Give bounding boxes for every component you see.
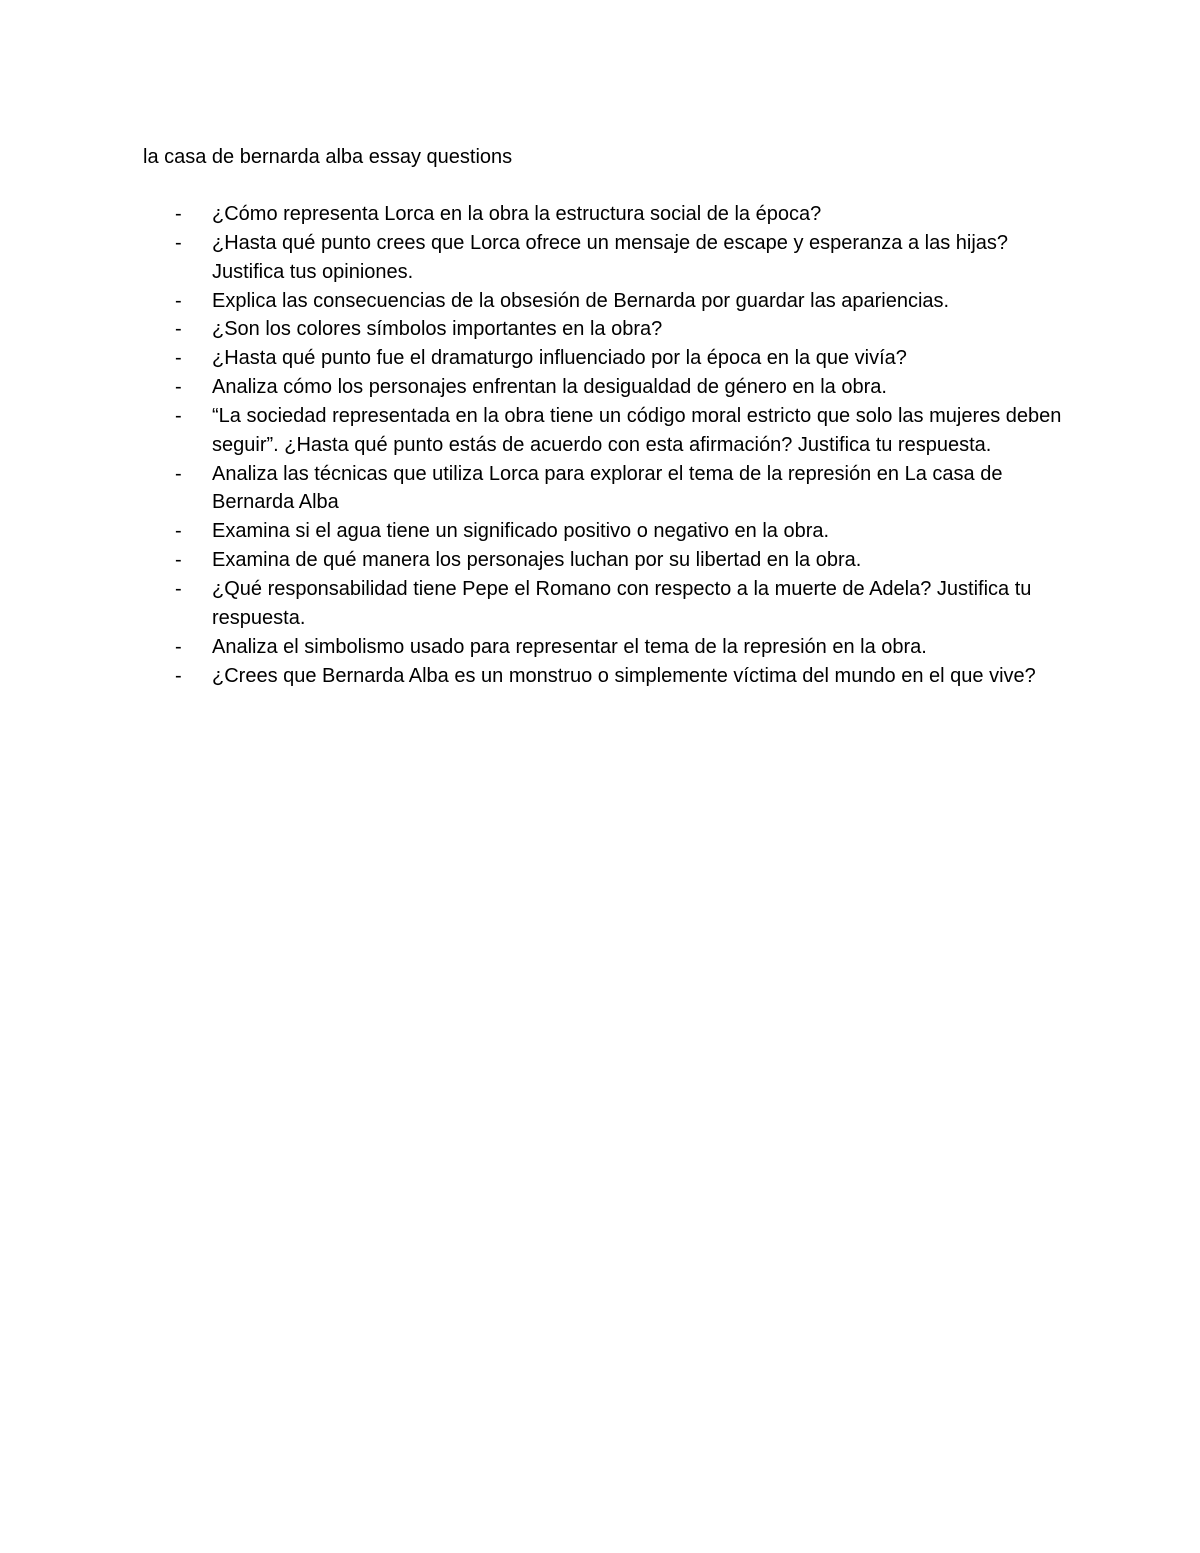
question-text: Analiza cómo los personajes enfrentan la desigualdad de género en la obra. [212,376,887,399]
question-item [143,633,1083,662]
question-item [143,662,1083,691]
question-item [143,229,1083,287]
question-text: ¿Hasta qué punto fue el dramaturgo influenciado por la época en la que vivía? [212,347,907,370]
dash-bullet: - [175,231,182,254]
question-text: “La sociedad representada en la obra tiene un código moral estricto que solo las mujeres deben seguir”. ¿Hasta qué punto estás de acuerdo con esta afirmación? Justifica tu respuesta. [212,404,1062,456]
dash-bullet: - [175,318,182,341]
dash-bullet: - [175,664,182,687]
question-text: ¿Crees que Bernarda Alba es un monstruo o simplemente víctima del mundo en el que vive? [212,664,1036,687]
question-item [143,460,1083,518]
question-list [143,200,1083,690]
question-text: Examina de qué manera los personajes luchan por su libertad en la obra. [212,549,862,572]
question-text: Analiza las técnicas que utiliza Lorca para explorar el tema de la represión en La casa de Bernarda Alba [212,462,1003,514]
question-item [143,546,1083,575]
question-text: ¿Hasta qué punto crees que Lorca ofrece un mensaje de escape y esperanza a las hijas? Justifica tus opiniones. [212,231,1009,283]
dash-bullet: - [175,347,182,370]
question-item [143,344,1083,373]
dash-bullet: - [175,289,182,312]
question-text: ¿Qué responsabilidad tiene Pepe el Romano con respecto a la muerte de Adela? Justifica tu respuesta. [212,577,1032,629]
question-item [143,402,1083,460]
dash-bullet: - [175,203,182,225]
question-text: ¿Son los colores símbolos importantes en la obra? [212,318,663,341]
dash-bullet: - [175,376,182,399]
question-item [143,200,1083,229]
question-text: ¿Cómo representa Lorca en la obra la estructura social de la época? [212,203,822,225]
dash-bullet: - [175,462,182,485]
question-item [143,287,1083,316]
question-item [143,315,1083,344]
dash-bullet: - [175,577,182,600]
question-item [143,517,1083,546]
dash-bullet: - [175,404,182,427]
question-item [143,373,1083,402]
dash-bullet: - [175,635,182,658]
dash-bullet: - [175,549,182,572]
question-text: Examina si el agua tiene un significado positivo o negativo en la obra. [212,520,830,543]
document-title: la casa de bernarda alba essay questions [143,146,513,168]
question-text: Explica las consecuencias de la obsesión de Bernarda por guardar las apariencias. [212,289,950,312]
dash-bullet: - [175,520,182,543]
question-text: Analiza el simbolismo usado para representar el tema de la represión en la obra. [212,635,927,658]
question-item [143,575,1083,633]
